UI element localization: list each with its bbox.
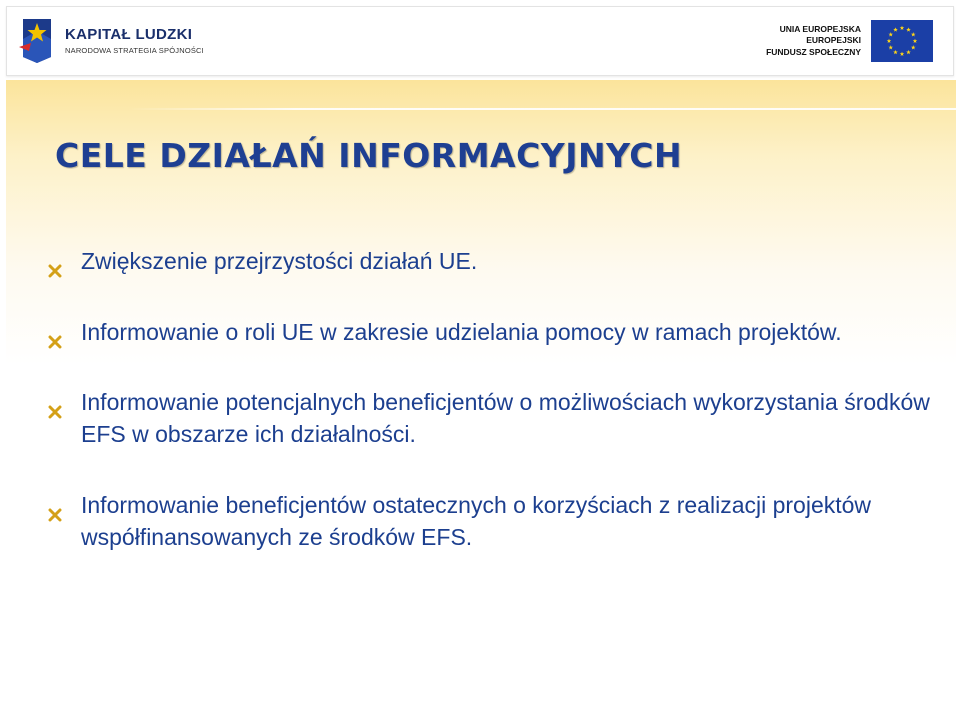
x-mark-icon <box>48 325 62 339</box>
title-separator-line <box>128 108 958 110</box>
eu-logo-line1: UNIA EUROPEJSKA <box>779 23 861 34</box>
eu-logo <box>766 15 933 67</box>
list-item <box>48 245 938 277</box>
x-mark-icon <box>48 395 62 409</box>
eu-logo-line2: EUROPEJSKI <box>806 35 861 46</box>
eu-logo-line3: FUNDUSZ SPOŁECZNY <box>766 46 861 57</box>
kapital-ludzki-name: KAPITAŁ LUDZKI <box>65 26 193 44</box>
list-item <box>48 316 938 348</box>
eu-logo-text <box>766 24 861 58</box>
slide-title: CELE DZIAŁAŃ INFORMACYJNYCH <box>55 136 683 175</box>
kapital-ludzki-logo-icon <box>19 17 55 65</box>
bullet-text: Informowanie beneficjentów ostatecznych o korzyściach z realizacji projektów współfinansowanych ze środków EFS. <box>81 492 872 550</box>
x-mark-icon <box>48 498 62 512</box>
bullet-text: Zwiększenie przejrzystości działań UE. <box>81 248 478 274</box>
x-mark-icon <box>48 254 62 268</box>
kapital-ludzki-logo <box>19 13 204 69</box>
bullet-text: Informowanie potencjalnych beneficjentów o możliwościach wykorzystania środków EFS w obszarze ich działalności. <box>81 389 930 447</box>
bullet-list <box>48 245 938 553</box>
bullet-text: Informowanie o roli UE w zakresie udzielania pomocy w ramach projektów. <box>81 319 842 345</box>
kapital-ludzki-subtitle: NARODOWA STRATEGIA SPÓJNOŚCI <box>65 45 204 55</box>
header-band <box>6 6 954 76</box>
eu-flag-icon <box>871 20 933 62</box>
list-item <box>48 386 938 450</box>
list-item <box>48 489 938 553</box>
